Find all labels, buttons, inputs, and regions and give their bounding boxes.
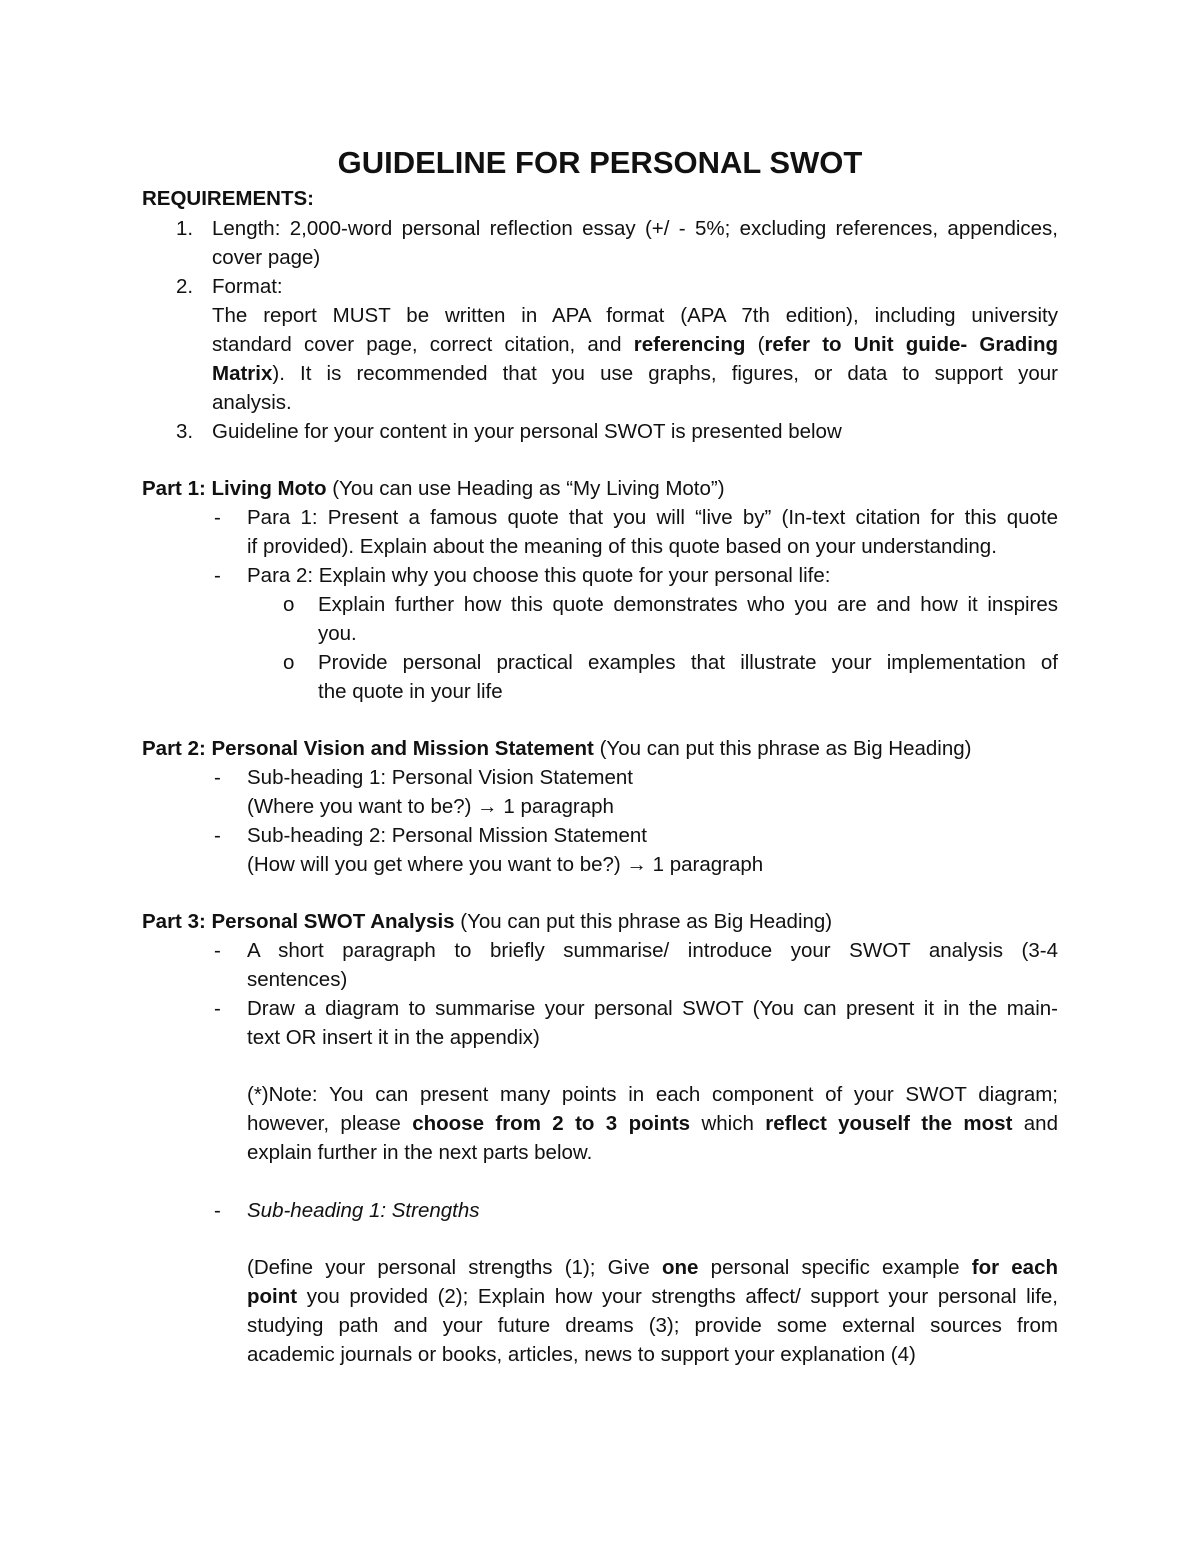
dash-marker: - <box>214 824 221 847</box>
part2-mission-note: (How will you get where you want to be?) → 1 paragraph <box>247 853 764 876</box>
part3-strengths-line: studying path and your future dreams (3); provide some external sources from <box>247 1314 1058 1337</box>
requirement-format-line: standard cover page, correct citation, and referencing (refer to Unit guide- Grading <box>212 333 1058 356</box>
requirement-content-line: Guideline for your content in your personal SWOT is presented below <box>212 420 842 443</box>
part3-diagram-line: text OR insert it in the appendix) <box>247 1026 540 1049</box>
part1-heading: Part 1: Living Moto (You can use Heading as “My Living Moto”) <box>142 477 725 500</box>
part1-sub-point-line: the quote in your life <box>318 680 503 703</box>
circle-bullet: o <box>283 593 295 616</box>
list-number: 1. <box>176 217 194 240</box>
part2-vision-subheading: Sub-heading 1: Personal Vision Statement <box>247 766 633 789</box>
requirements-heading: REQUIREMENTS: <box>142 187 314 210</box>
part2-mission-subheading: Sub-heading 2: Personal Mission Statement <box>247 824 647 847</box>
requirement-format-line: Matrix). It is recommended that you use graphs, figures, or data to support your <box>212 362 1058 385</box>
part1-sub-point-line: Provide personal practical examples that illustrate your implementation of <box>318 651 1058 674</box>
dash-marker: - <box>214 939 221 962</box>
requirement-format-label: Format: <box>212 275 283 298</box>
part3-strengths-line: (Define your personal strengths (1); Give one personal specific example for each <box>247 1256 1059 1279</box>
part1-sub-point-line: you. <box>318 622 357 645</box>
arrow-icon: → <box>477 795 498 818</box>
requirement-length-line: cover page) <box>212 246 321 269</box>
part1-para1-line: if provided). Explain about the meaning of this quote based on your understanding. <box>247 535 997 558</box>
part3-note-line: however, please choose from 2 to 3 points which reflect youself the most and <box>247 1112 1058 1135</box>
circle-bullet: o <box>283 651 295 674</box>
dash-marker: - <box>214 997 221 1020</box>
part2-heading: Part 2: Personal Vision and Mission Statement (You can put this phrase as Big Heading) <box>142 737 972 760</box>
requirement-format-line: analysis. <box>212 391 292 414</box>
requirement-length-line: Length: 2,000-word personal reflection essay (+/ - 5%; excluding references, appendices, <box>212 217 1058 240</box>
list-number: 3. <box>176 420 194 443</box>
part1-sub-point-line: Explain further how this quote demonstrates who you are and how it inspires <box>318 593 1058 616</box>
part3-summary-line: A short paragraph to briefly summarise/ introduce your SWOT analysis (3-4 <box>247 939 1058 962</box>
dash-marker: - <box>214 1199 221 1222</box>
dash-marker: - <box>214 564 221 587</box>
dash-marker: - <box>214 766 221 789</box>
part3-note-line: explain further in the next parts below. <box>247 1141 593 1164</box>
part3-note-line: (*)Note: You can present many points in each component of your SWOT diagram; <box>247 1083 1058 1106</box>
part3-strengths-line: point you provided (2); Explain how your strengths affect/ support your personal life, <box>247 1285 1058 1308</box>
part1-para2-line: Para 2: Explain why you choose this quote for your personal life: <box>247 564 831 587</box>
part3-diagram-line: Draw a diagram to summarise your personal SWOT (You can present it in the main- <box>247 997 1058 1020</box>
part2-vision-note: (Where you want to be?) → 1 paragraph <box>247 795 614 818</box>
arrow-icon: → <box>626 853 647 876</box>
part3-summary-line: sentences) <box>247 968 348 991</box>
list-number: 2. <box>176 275 194 298</box>
part3-strengths-line: academic journals or books, articles, news to support your explanation (4) <box>247 1343 916 1366</box>
part1-para1-line: Para 1: Present a famous quote that you will “live by” (In-text citation for this quote <box>247 506 1058 529</box>
dash-marker: - <box>214 506 221 529</box>
part3-strengths-subheading: Sub-heading 1: Strengths <box>247 1199 480 1222</box>
part3-heading: Part 3: Personal SWOT Analysis (You can put this phrase as Big Heading) <box>142 910 833 933</box>
page-title: GUIDELINE FOR PERSONAL SWOT <box>337 145 863 180</box>
requirement-format-line: The report MUST be written in APA format (APA 7th edition), including university <box>212 304 1058 327</box>
